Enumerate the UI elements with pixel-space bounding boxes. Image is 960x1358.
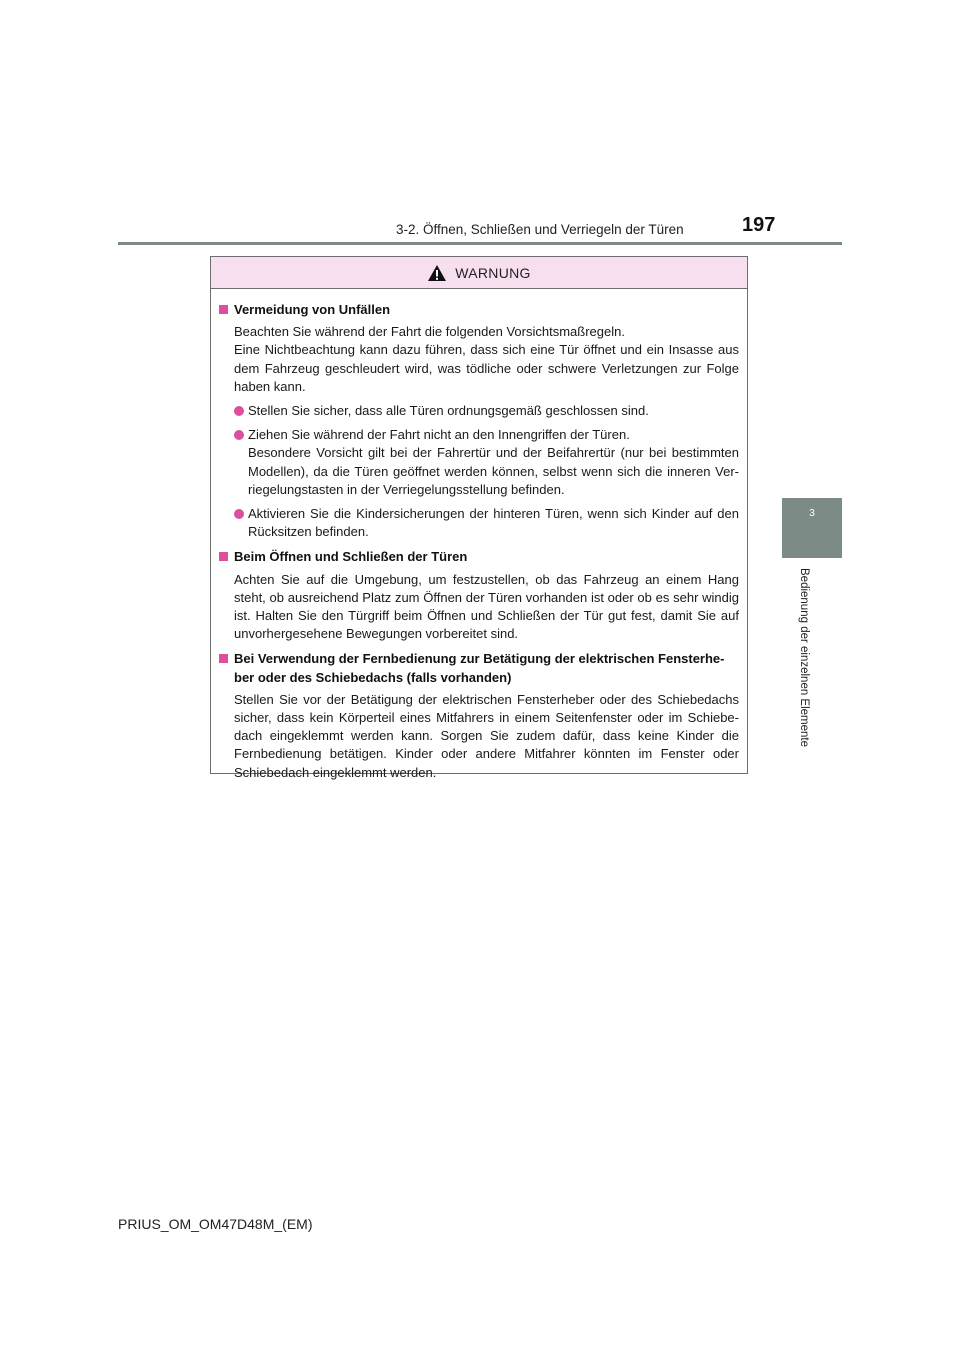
section-heading: Vermeidung von Unfällen bbox=[218, 301, 739, 319]
round-bullet-icon bbox=[234, 406, 244, 416]
square-bullet-icon bbox=[219, 552, 228, 561]
warning-body bbox=[211, 289, 747, 782]
chapter-title: 3-2. Öffnen, Schließen und Verriegeln der Türen bbox=[396, 222, 684, 237]
warning-box bbox=[210, 256, 748, 780]
chapter-tab bbox=[782, 498, 842, 558]
header-divider bbox=[118, 242, 842, 245]
section-text: Achten Sie auf die Umgebung, um festzustellen, ob das Fahrzeug an einem Hang steht, ob ausreichend Platz zum Öffnen der Türen vorhanden ist oder ob es sehr windig ist. Halten Sie den Türgriff beim Öffnen und Schließen der Tür gut fest, damit Sie auf unvorhergesehene Bewegungen vorbereitet sind. bbox=[234, 571, 739, 642]
round-bullet-icon bbox=[234, 430, 244, 440]
square-bullet-icon bbox=[219, 654, 228, 663]
warning-title: WARNUNG bbox=[455, 264, 531, 281]
square-bullet-icon bbox=[219, 305, 228, 314]
warning-header bbox=[211, 257, 747, 289]
section-text: Stellen Sie vor der Betätigung der elektrischen Fensterheber oder des Schiebedachs sicher, dass kein Körperteil eines Mitfahrers in einem Seitenfenster oder im Schiebe-dach eingeklemmt werden kann. Sorgen Sie zudem dafür, dass keine Kinder die Fernbedienung betätigen. Kinder oder andere Mitfahrer könnten im Fenster oder Schiebedach eingeklemmt werden. bbox=[234, 691, 739, 780]
round-bullet-icon bbox=[234, 509, 244, 519]
chapter-tab-number: 3 bbox=[809, 508, 815, 519]
document-code: PRIUS_OM_OM47D48M_(EM) bbox=[118, 1216, 313, 1232]
list-item: Aktivieren Sie die Kindersicherungen der hinteren Türen, wenn sich Kinder auf den Rücksitzen befinden. bbox=[234, 505, 739, 541]
list-item: Ziehen Sie während der Fahrt nicht an den Innengriffen der Türen. Besondere Vorsicht gilt bei der Fahrertür und der Beifahrertür (nur bei bestimmten Modellen), da die Türen geöffnet werden können, selbst wenn sich die inneren Ver-riegelungstasten in der Verriegelungsstellung befinden. bbox=[234, 426, 739, 499]
page-number: 197 bbox=[742, 214, 776, 236]
section-heading: Bei Verwendung der Fernbedienung zur Betätigung der elektrischen Fensterhe-ber oder des Schiebedachs (falls vorhanden) bbox=[218, 650, 739, 686]
section-text: Beachten Sie während der Fahrt die folgenden Vorsichtsmaßregeln. Eine Nichtbeachtung kann dazu führen, dass sich eine Tür öffnet und ein Insasse aus dem Fahrzeug geschleudert wird, was tödliche oder schwere Verletzungen zur Folge haben kann. bbox=[234, 324, 739, 394]
warning-triangle-icon bbox=[427, 264, 447, 282]
chapter-side-label: Bedienung der einzelnen Elemente bbox=[798, 568, 810, 748]
list-item: Stellen Sie sicher, dass alle Türen ordnungsgemäß geschlossen sind. bbox=[234, 402, 739, 420]
section-heading: Beim Öffnen und Schließen der Türen bbox=[218, 548, 739, 566]
